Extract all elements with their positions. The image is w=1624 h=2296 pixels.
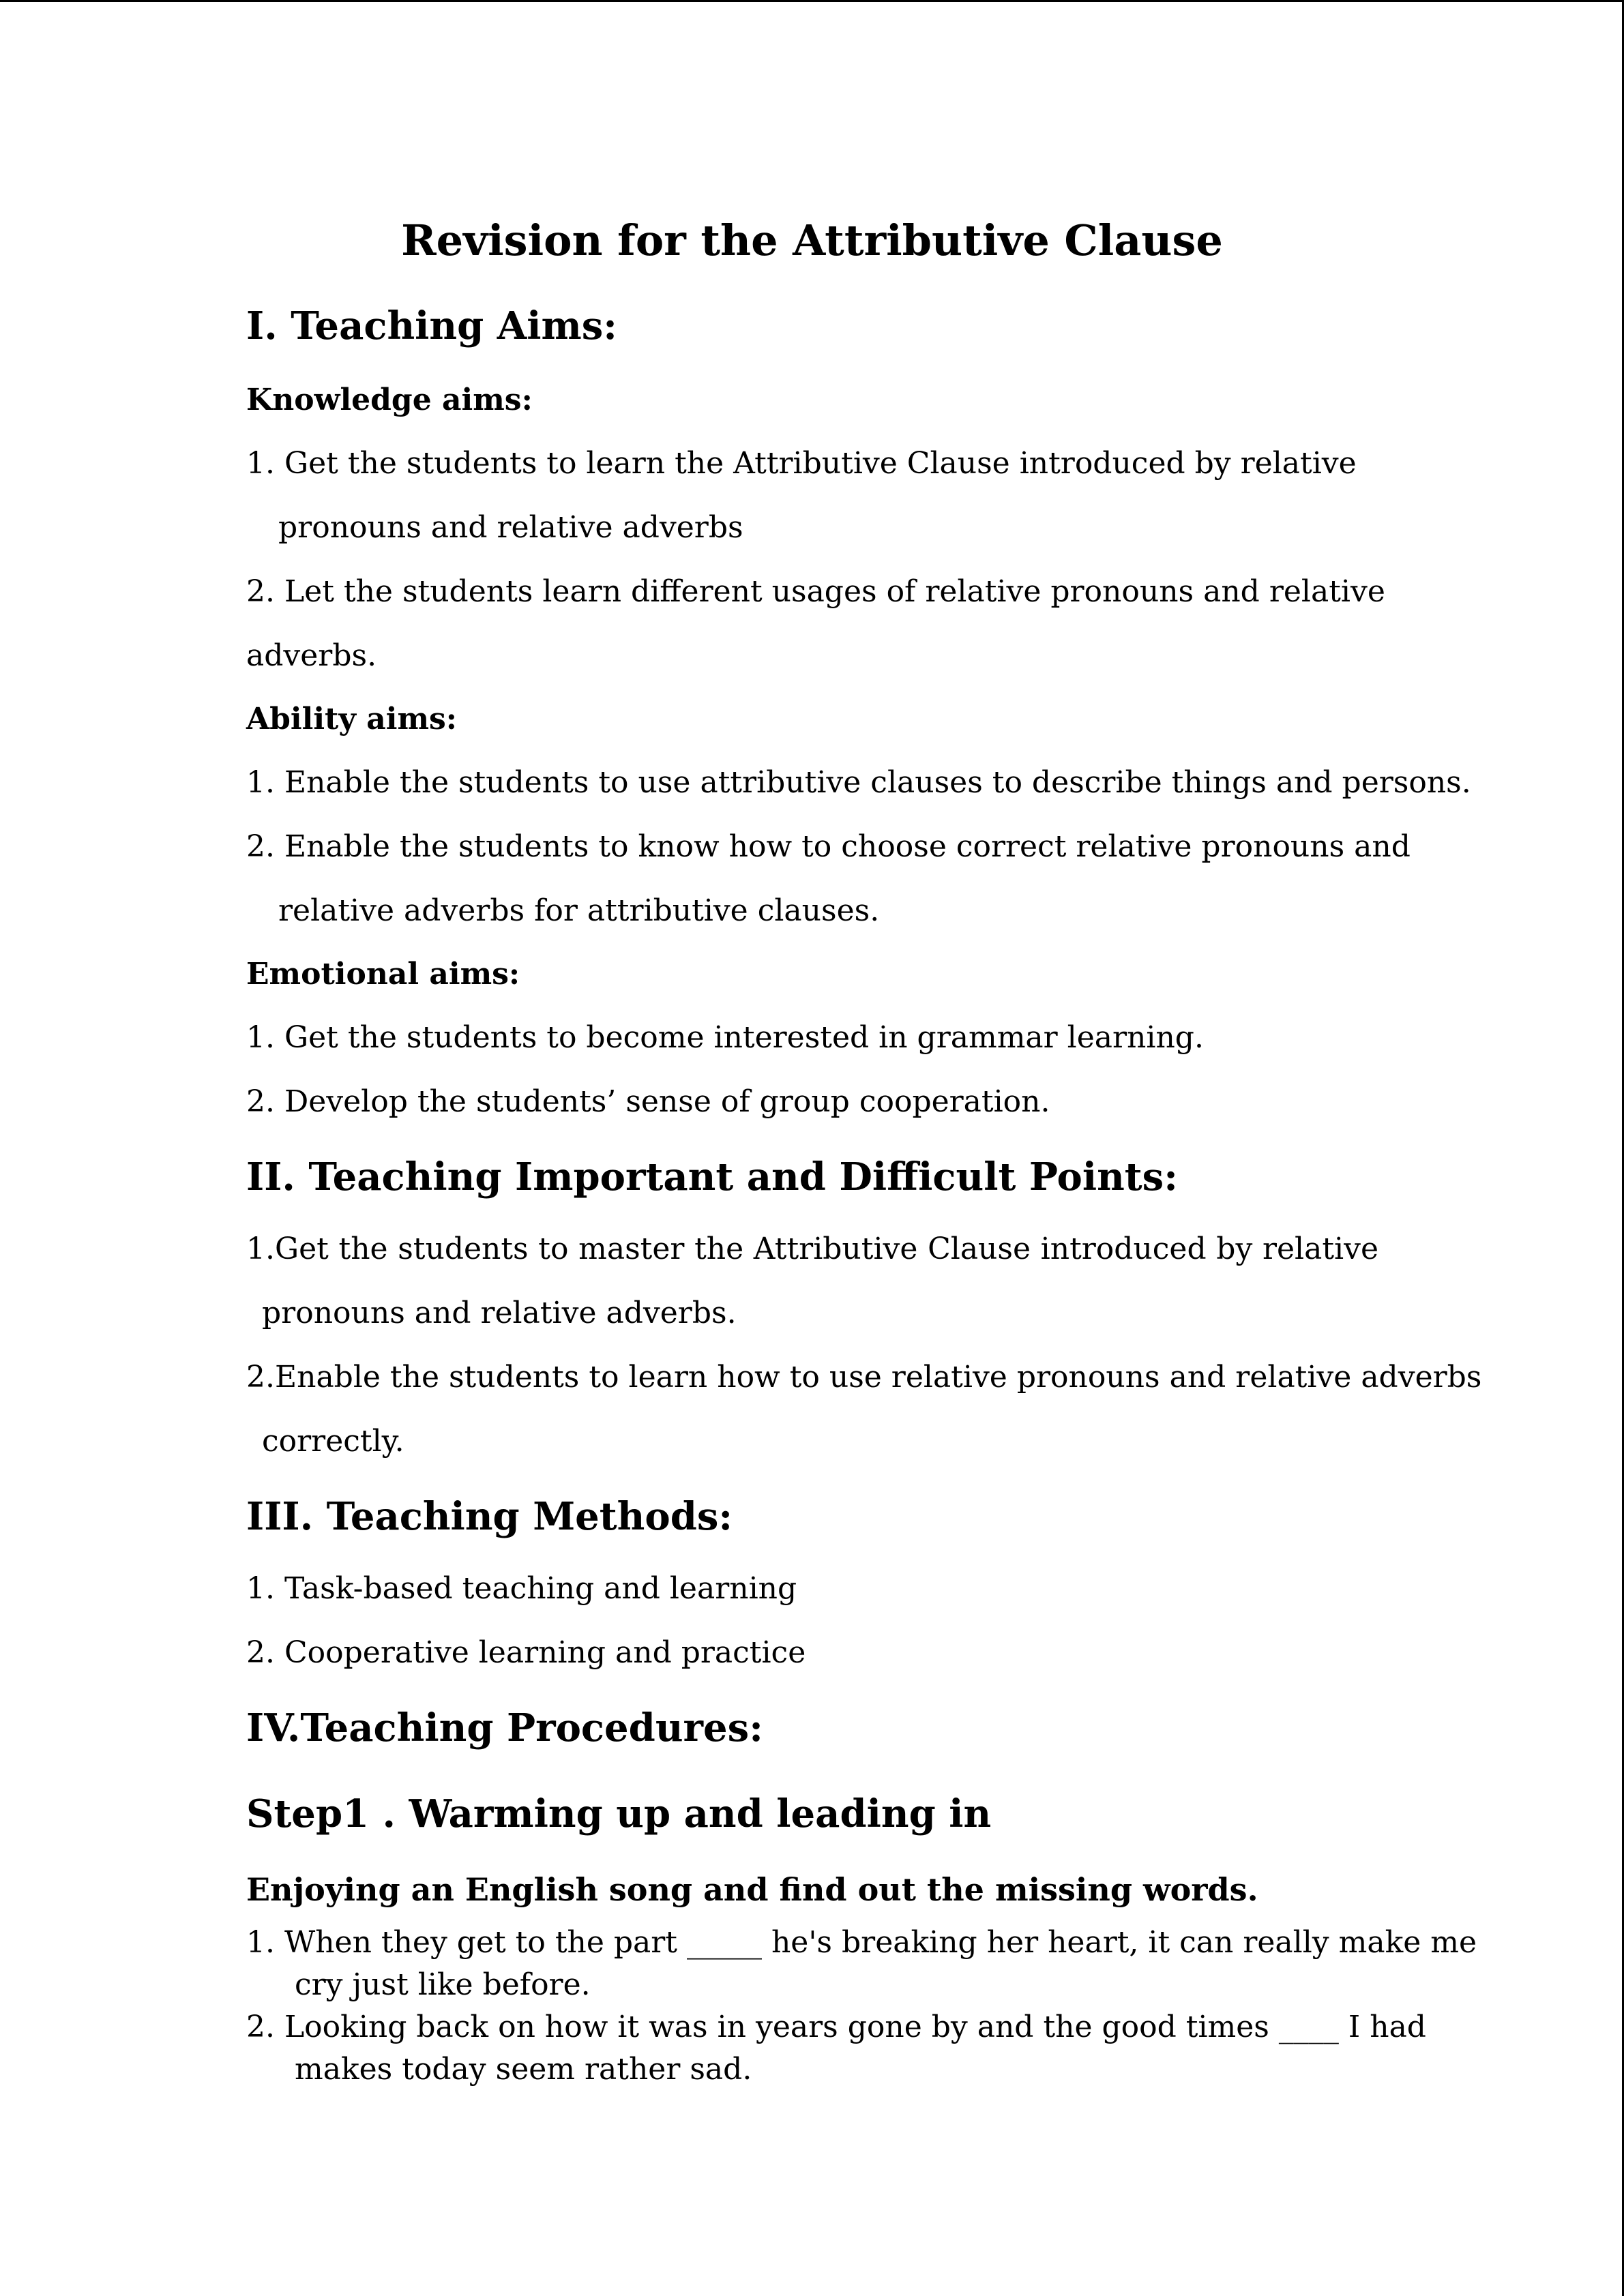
section-heading-aims: I. Teaching Aims:: [246, 303, 617, 348]
knowledge-aim-1-line1: 1. Get the students to learn the Attributive Clause introduced by relative: [246, 446, 1357, 481]
ability-aim-1: 1. Enable the students to use attributive clauses to describe things and persons.: [246, 765, 1471, 800]
method-1: 1. Task-based teaching and learning: [246, 1571, 797, 1606]
emotional-aims-label: Emotional aims:: [246, 957, 520, 992]
song-question-1-line1: 1. When they get to the part _____ he's breaking her heart, it can really make me: [246, 1925, 1477, 1960]
knowledge-aim-1-line2: pronouns and relative adverbs: [278, 510, 743, 545]
song-question-2-line1: 2. Looking back on how it was in years gone by and the good times ____ I had: [246, 2010, 1426, 2044]
point-1-line1: 1.Get the students to master the Attributive Clause introduced by relative: [246, 1232, 1378, 1266]
step1-task: Enjoying an English song and find out the missing words.: [246, 1871, 1258, 1908]
emotional-aim-2: 2. Develop the students’ sense of group cooperation.: [246, 1084, 1050, 1119]
knowledge-aim-2-line2: adverbs.: [246, 638, 377, 673]
section-heading-methods: III. Teaching Methods:: [246, 1494, 733, 1539]
document-title: Revision for the Attributive Clause: [401, 215, 1223, 265]
knowledge-aim-2-line1: 2. Let the students learn different usages of relative pronouns and relative: [246, 574, 1385, 609]
ability-aims-label: Ability aims:: [246, 702, 458, 736]
knowledge-aims-label: Knowledge aims:: [246, 383, 533, 417]
song-question-1-line2: cry just like before.: [295, 1967, 591, 2002]
ability-aim-2-line2: relative adverbs for attributive clauses.: [278, 893, 880, 928]
step1-heading: Step1 . Warming up and leading in: [246, 1791, 992, 1836]
method-2: 2. Cooperative learning and practice: [246, 1635, 806, 1670]
ability-aim-2-line1: 2. Enable the students to know how to choose correct relative pronouns and: [246, 829, 1411, 864]
section-heading-points: II. Teaching Important and Difficult Points:: [246, 1154, 1178, 1199]
point-2-line2: correctly.: [262, 1424, 404, 1459]
point-2-line1: 2.Enable the students to learn how to use relative pronouns and relative adverbs: [246, 1360, 1482, 1395]
section-heading-procedures: IV.Teaching Procedures:: [246, 1705, 763, 1750]
emotional-aim-1: 1. Get the students to become interested in grammar learning.: [246, 1020, 1204, 1055]
song-question-2-line2: makes today seem rather sad.: [295, 2052, 752, 2087]
point-1-line2: pronouns and relative adverbs.: [262, 1296, 737, 1330]
